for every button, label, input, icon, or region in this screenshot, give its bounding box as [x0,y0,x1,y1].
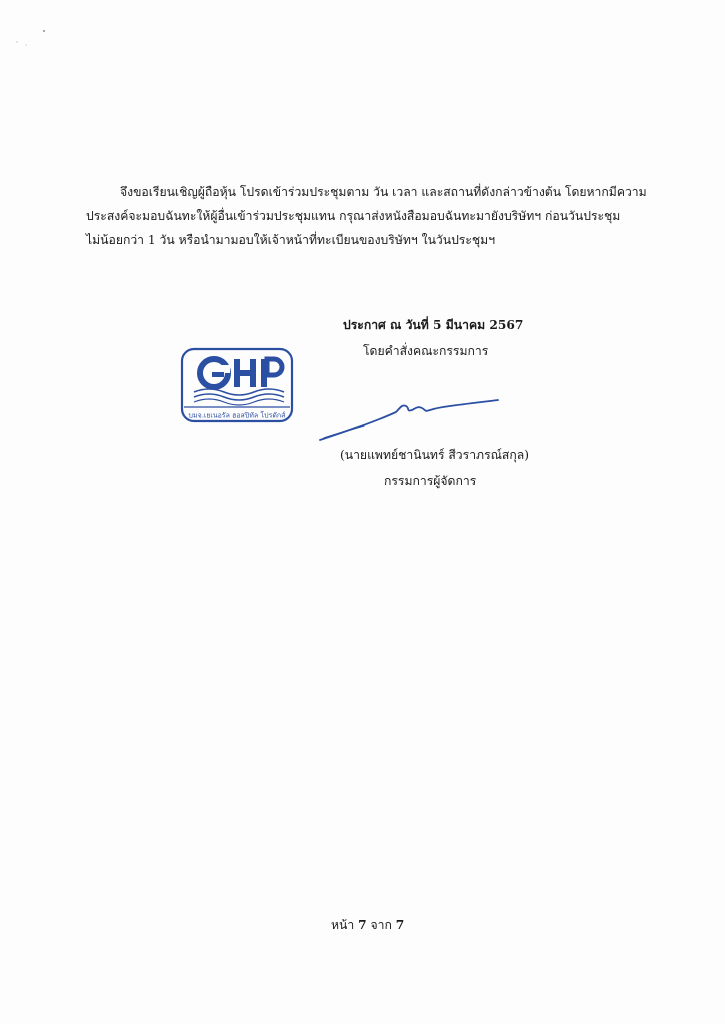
stamp-caption: บมจ.เยเนอรัล ฮอสปิทัล โปรดักส์ [188,411,286,420]
of-word: จาก [370,918,392,932]
signer-name: (นายแพทย์ชานินทร์ สีวราภรณ์สกุล) [340,448,529,462]
body-line-1: จึงขอเรียนเชิญผู้ถือหุ้น โปรดเข้าร่วมประชุมตาม วัน เวลา และสถานที่ดังกล่าวข้างต้น โดยหากมีความ [120,185,647,199]
handwritten-signature [314,388,504,448]
scan-specks [14,28,54,48]
announcement-date: ประกาศ ณ วันที่ 5 มีนาคม 2567 [343,318,524,332]
total-pages: 7 [395,918,405,932]
page-word: หน้า [331,918,355,932]
page-footer [331,916,404,935]
body-line-2: ประสงค์จะมอบฉันทะให้ผู้อื่นเข้าร่วมประชุมแทน กรุณาส่งหนังสือมอบฉันทะมายังบริษัทฯ ก่อนวันประชุม [86,209,621,223]
page-number: 7 [358,918,367,932]
signer-title: กรรมการผู้จัดการ [384,474,477,488]
company-stamp [180,347,294,423]
by-order-of-board: โดยคำสั่งคณะกรรมการ [363,344,489,358]
body-line-3: ไม่น้อยกว่า 1 วัน หรือนำมามอบให้เจ้าหน้าที่ทะเบียนของบริษัทฯ ในวันประชุมฯ [86,233,496,247]
